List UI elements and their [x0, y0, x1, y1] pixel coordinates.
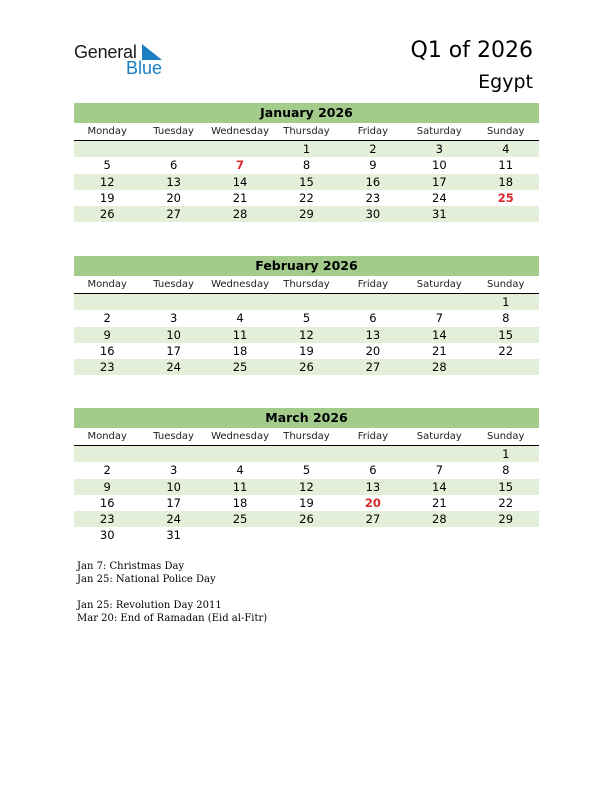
holiday-note: Jan 25: Revolution Day 2011 [77, 600, 222, 611]
day-cell: 14 [432, 327, 447, 342]
week-row [74, 294, 539, 310]
day-cell: 9 [103, 327, 111, 342]
weekday-label: Saturday [416, 126, 462, 137]
month-calendar-march [74, 408, 539, 544]
weekday-label: Thursday [283, 279, 330, 290]
day-cell: 10 [166, 327, 181, 342]
day-cell: 16 [365, 174, 381, 189]
day-cell: 24 [166, 360, 181, 375]
weekday-header-row [74, 276, 539, 294]
day-cell: 17 [166, 495, 181, 510]
day-cell [207, 446, 273, 462]
day-cell [207, 527, 273, 543]
weekday-label: Monday [87, 431, 127, 442]
holiday-note: Jan 7: Christmas Day [77, 561, 185, 572]
day-cell: 10 [432, 158, 447, 173]
day-cell: 9 [103, 479, 111, 494]
day-cell: 8 [502, 311, 510, 326]
day-cell: 3 [169, 311, 178, 326]
weekday-header-row [74, 428, 539, 446]
day-cell: 15 [498, 479, 514, 494]
day-cell: 25 [232, 360, 248, 375]
day-cell: 11 [498, 158, 514, 173]
day-cell [406, 294, 472, 310]
weekday-header-row [74, 123, 539, 141]
day-cell [207, 141, 273, 157]
week-row [74, 495, 539, 511]
day-cell: 26 [99, 207, 115, 222]
day-cell: 3 [435, 142, 443, 156]
day-cell [74, 141, 140, 157]
logo-blue-text: Blue [126, 58, 163, 78]
day-cell: 9 [369, 158, 377, 173]
day-cell: 5 [103, 158, 111, 173]
holiday-note: Mar 20: End of Ramadan (Eid al-Fitr) [77, 613, 268, 624]
weekday-label: Tuesday [153, 126, 194, 137]
day-cell: 24 [166, 512, 181, 527]
day-cell: 26 [299, 360, 314, 375]
day-cell [140, 294, 206, 310]
day-cell: 28 [432, 360, 447, 375]
day-cell: 6 [369, 311, 377, 326]
day-cell: 23 [365, 190, 381, 205]
day-cell: 25 [497, 190, 514, 205]
day-cell: 30 [365, 207, 381, 222]
day-cell: 14 [232, 174, 248, 189]
week-row [74, 174, 539, 190]
day-cell: 5 [302, 463, 311, 478]
day-cell: 18 [232, 343, 248, 358]
month-title: January 2026 [74, 103, 539, 123]
day-cell: 16 [99, 495, 115, 510]
month-title: February 2026 [74, 256, 539, 276]
day-cell [74, 446, 140, 462]
weekday-label: Wednesday [211, 279, 269, 290]
day-cell: 1 [302, 142, 311, 156]
weekday-label: Friday [357, 431, 389, 442]
day-cell: 28 [432, 512, 447, 527]
weekday-label: Monday [87, 279, 127, 290]
week-row [74, 327, 539, 343]
day-cell: 31 [166, 528, 181, 543]
day-cell: 5 [302, 311, 311, 326]
day-cell: 6 [169, 158, 178, 173]
day-cell: 20 [364, 495, 381, 510]
day-cell: 28 [232, 207, 248, 222]
day-cell: 17 [166, 343, 181, 358]
day-cell: 21 [432, 343, 447, 358]
day-cell: 7 [435, 463, 443, 478]
page-title: Q1 of 2026 [410, 38, 533, 63]
country-name: Egypt [478, 71, 533, 93]
weekday-label: Wednesday [211, 126, 269, 137]
day-cell: 18 [232, 495, 248, 510]
week-row [74, 190, 539, 206]
day-cell: 10 [166, 479, 181, 494]
day-cell: 25 [232, 512, 248, 527]
week-row [74, 206, 539, 222]
weekday-label: Wednesday [211, 431, 269, 442]
day-cell: 19 [299, 495, 314, 510]
day-cell [406, 527, 472, 543]
day-cell: 12 [299, 479, 314, 494]
day-cell: 4 [236, 463, 244, 478]
day-cell: 21 [432, 495, 447, 510]
week-row [74, 141, 539, 157]
day-cell [74, 294, 140, 310]
day-cell: 22 [498, 495, 514, 510]
day-cell: 11 [232, 479, 248, 494]
day-cell: 15 [498, 327, 514, 342]
day-cell: 17 [432, 174, 447, 189]
day-cell [473, 359, 539, 375]
day-cell [473, 206, 539, 222]
day-cell: 13 [166, 174, 181, 189]
day-cell: 7 [236, 158, 245, 173]
day-cell: 19 [299, 343, 314, 358]
day-cell [473, 527, 539, 543]
logo-general-text: General [74, 42, 137, 62]
week-row [74, 527, 539, 543]
day-cell: 29 [498, 512, 514, 527]
month-calendar-january [74, 103, 539, 222]
day-cell: 27 [365, 360, 381, 375]
day-cell: 13 [365, 327, 381, 342]
generalblue-logo [74, 42, 174, 78]
day-cell: 29 [299, 207, 314, 222]
day-cell: 13 [365, 479, 381, 494]
day-cell [140, 446, 206, 462]
weekday-label: Sunday [487, 279, 525, 290]
day-cell: 2 [103, 311, 111, 326]
day-cell: 31 [432, 207, 447, 222]
day-cell: 23 [99, 512, 115, 527]
day-cell: 14 [432, 479, 447, 494]
weekday-label: Tuesday [153, 279, 194, 290]
weekday-label: Sunday [487, 431, 525, 442]
day-cell: 22 [299, 190, 314, 205]
day-cell: 8 [502, 463, 510, 478]
holiday-notes-2 [77, 599, 267, 625]
day-cell: 8 [302, 158, 311, 173]
week-row [74, 343, 539, 359]
day-cell: 7 [435, 311, 443, 326]
weekday-label: Friday [357, 126, 389, 137]
weekday-label: Tuesday [153, 431, 194, 442]
week-row [74, 462, 539, 478]
day-cell [340, 527, 406, 543]
day-cell: 19 [99, 190, 115, 205]
day-cell: 22 [498, 343, 514, 358]
day-cell: 20 [365, 343, 381, 358]
weekday-label: Monday [87, 126, 127, 137]
week-row [74, 479, 539, 495]
week-row [74, 511, 539, 527]
day-cell: 18 [498, 174, 514, 189]
day-cell: 2 [369, 142, 377, 156]
day-cell [207, 294, 273, 310]
day-cell: 16 [99, 343, 115, 358]
day-cell: 21 [232, 190, 248, 205]
day-cell [406, 446, 472, 462]
day-cell: 12 [99, 174, 115, 189]
day-cell: 26 [299, 512, 314, 527]
weekday-label: Saturday [416, 279, 462, 290]
day-cell: 23 [99, 360, 115, 375]
day-cell [140, 141, 206, 157]
day-cell: 30 [99, 528, 115, 543]
day-cell: 6 [369, 463, 377, 478]
day-cell: 20 [166, 190, 181, 205]
day-cell: 27 [166, 207, 181, 222]
day-cell [340, 294, 406, 310]
month-calendar-february [74, 256, 539, 375]
day-cell: 11 [232, 327, 248, 342]
day-cell: 1 [502, 447, 510, 461]
week-row [74, 446, 539, 462]
week-row [74, 157, 539, 173]
day-cell [273, 527, 339, 543]
day-cell: 1 [502, 295, 510, 309]
day-cell [340, 446, 406, 462]
weekday-label: Thursday [283, 126, 330, 137]
day-cell [273, 446, 339, 462]
day-cell [273, 294, 339, 310]
weekday-label: Saturday [416, 431, 462, 442]
day-cell: 15 [299, 174, 314, 189]
day-cell: 4 [502, 142, 510, 156]
week-row [74, 359, 539, 375]
holiday-notes-1 [77, 560, 216, 586]
holiday-note: Jan 25: National Police Day [77, 574, 216, 585]
day-cell: 4 [236, 311, 244, 326]
day-cell: 24 [432, 190, 447, 205]
weekday-label: Sunday [487, 126, 525, 137]
week-row [74, 310, 539, 326]
day-cell: 27 [365, 512, 381, 527]
day-cell: 12 [299, 327, 314, 342]
day-cell: 2 [103, 463, 111, 478]
weekday-label: Thursday [283, 431, 330, 442]
weekday-label: Friday [357, 279, 389, 290]
day-cell: 3 [169, 463, 178, 478]
month-title: March 2026 [74, 408, 539, 428]
